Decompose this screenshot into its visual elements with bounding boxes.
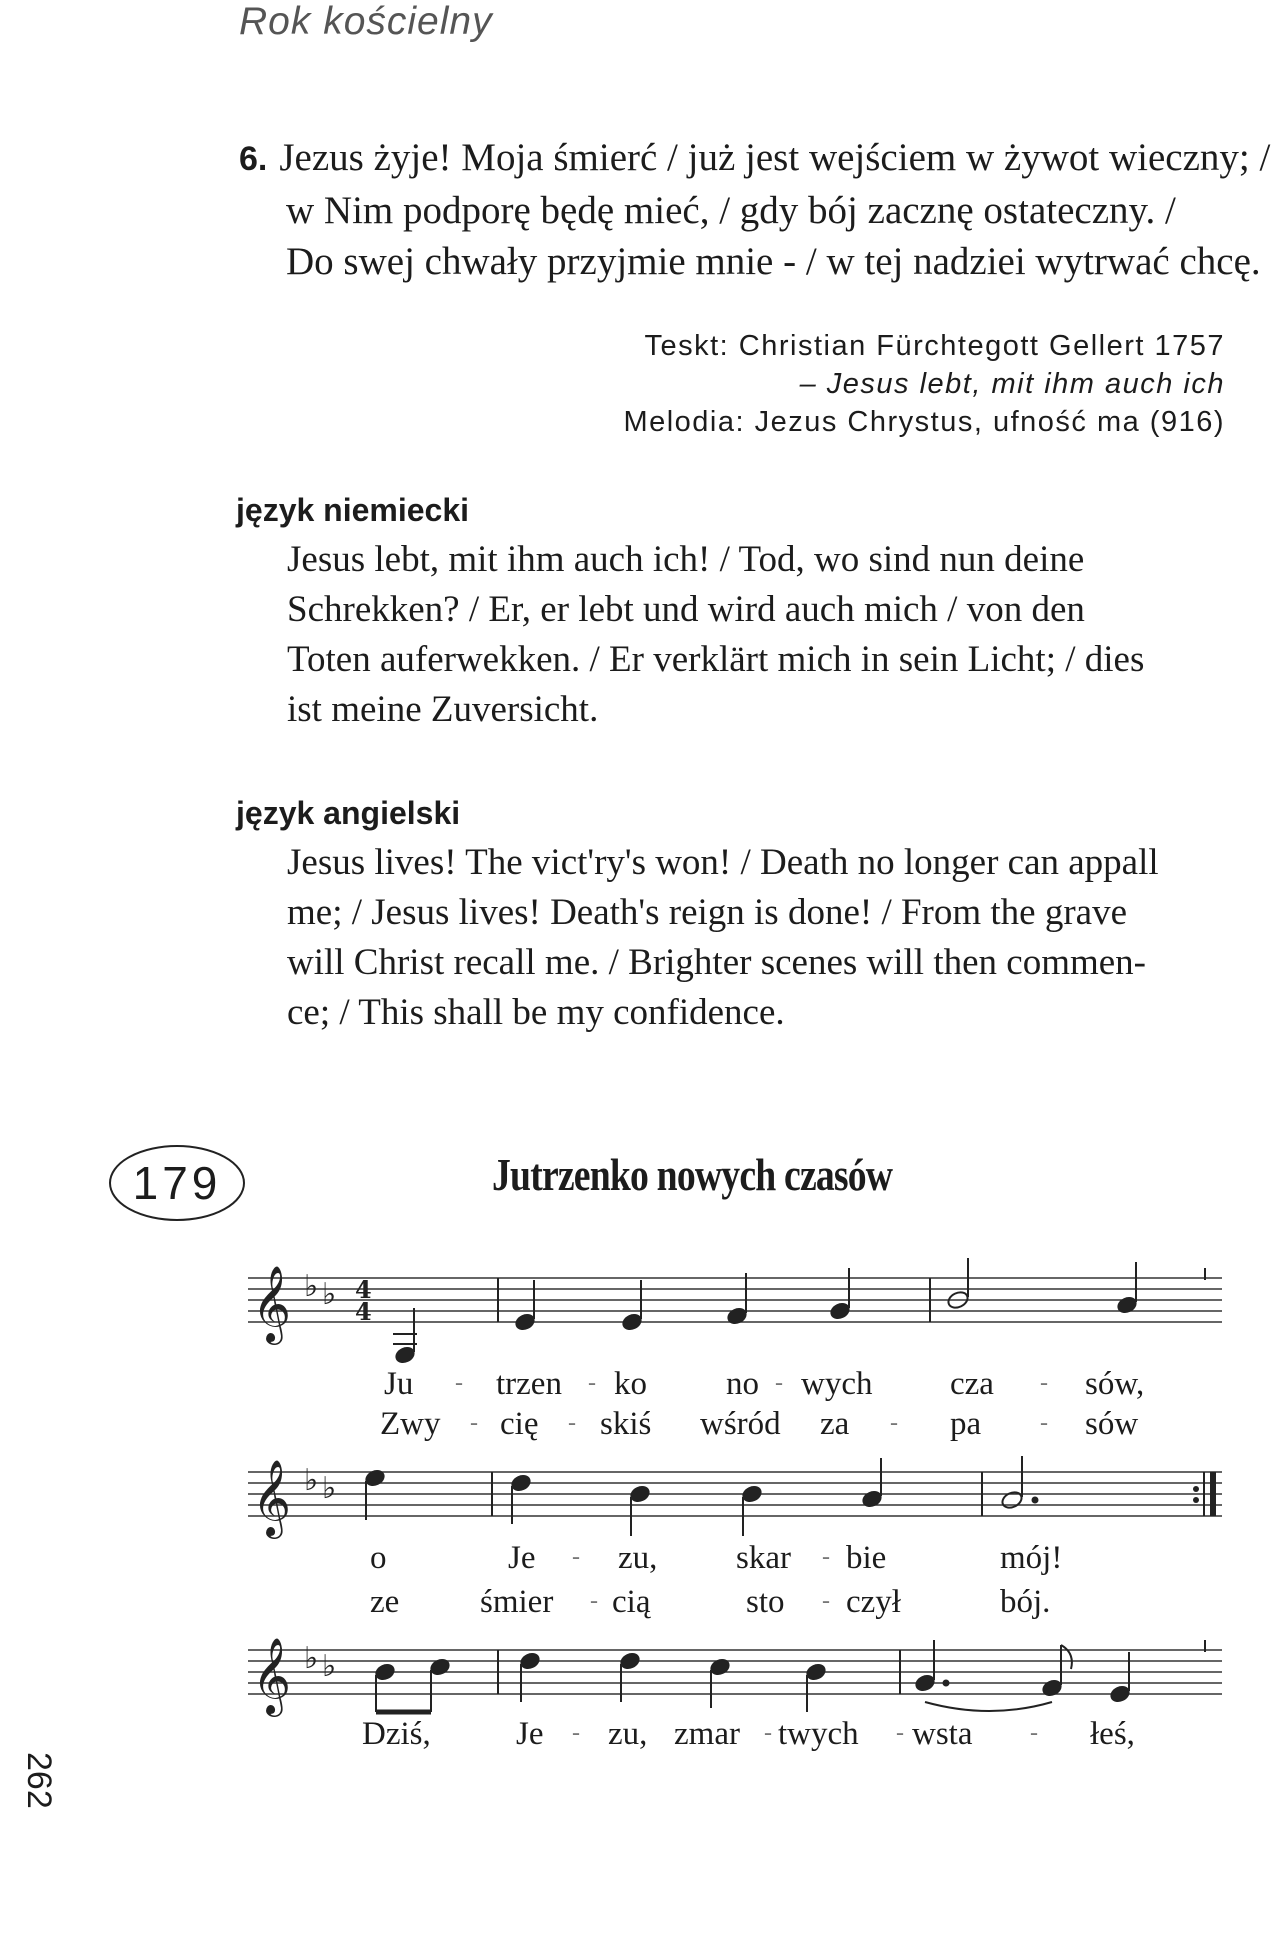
lyric-syllable: Dziś, bbox=[362, 1716, 431, 1752]
lyric-hyphen: - bbox=[590, 1588, 598, 1614]
text-credit: Teskt: Christian Fürchtegott Gellert 1757 bbox=[644, 330, 1225, 362]
flat-icon: ♭ bbox=[322, 1471, 337, 1506]
lyric-hyphen: - bbox=[1040, 1370, 1048, 1396]
lyric-syllable: łeś, bbox=[1090, 1716, 1135, 1752]
lyric-hyphen: - bbox=[568, 1410, 576, 1436]
page-number: 262 bbox=[20, 1752, 58, 1809]
english-text bbox=[287, 838, 1225, 1038]
lyric-syllable: cię bbox=[500, 1406, 539, 1442]
lyric-syllable: sto bbox=[746, 1584, 785, 1620]
running-header: Rok kościelny bbox=[239, 0, 493, 43]
hymn-title: Jutrzenko nowych czasów bbox=[492, 1149, 893, 1200]
lyric-syllable: Je bbox=[508, 1540, 536, 1576]
lyric-syllable: no bbox=[726, 1366, 759, 1402]
lyric-syllable: zu, bbox=[618, 1540, 658, 1576]
verse-6-line-1: 6. Jezus żyje! Moja śmierć / już jest wejściem w żywot wieczny; / bbox=[239, 136, 1271, 179]
lyric-syllable: bie bbox=[846, 1540, 887, 1576]
slur-icon bbox=[925, 1702, 1052, 1711]
lyric-hyphen: - bbox=[1030, 1720, 1038, 1746]
lyric-hyphen: - bbox=[572, 1720, 580, 1746]
lyric-syllable: za bbox=[820, 1406, 850, 1442]
verse-number: 6. bbox=[239, 140, 268, 178]
english-line: Jesus lives! The vict'ry's won! / Death no longer can appall bbox=[287, 842, 1159, 883]
original-title: – Jesus lebt, mit ihm auch ich bbox=[799, 368, 1225, 400]
hymn-number: 179 bbox=[132, 1157, 222, 1209]
german-line: Schrekken? / Er, er lebt und wird auch mich / von den bbox=[287, 589, 1085, 630]
time-signature-top: 4 bbox=[355, 1275, 372, 1304]
lyric-hyphen: - bbox=[764, 1720, 772, 1746]
lyric-syllable: ze bbox=[370, 1584, 400, 1620]
verse-6 bbox=[239, 132, 1271, 287]
german-line: Toten auferwekken. / Er verklärt mich in sein Licht; / dies bbox=[287, 639, 1145, 680]
lyric-hyphen: - bbox=[775, 1370, 783, 1396]
flat-icon: ♭ bbox=[322, 1649, 337, 1684]
english-line: me; / Jesus lives! Death's reign is done! / From the grave bbox=[287, 892, 1128, 933]
english-line: ce; / This shall be my confidence. bbox=[287, 992, 785, 1033]
lyric-syllable: twych bbox=[778, 1716, 859, 1752]
lyric-syllable: mój! bbox=[1000, 1540, 1063, 1576]
german-heading: język niemiecki bbox=[236, 492, 470, 528]
lyric-hyphen: - bbox=[470, 1410, 478, 1436]
lyric-syllable: sów, bbox=[1085, 1366, 1145, 1402]
lyric-hyphen: - bbox=[896, 1720, 904, 1746]
flat-icon: ♭ bbox=[304, 1269, 319, 1304]
flat-icon: ♭ bbox=[304, 1463, 319, 1498]
lyric-hyphen: - bbox=[572, 1544, 580, 1570]
german-line: ist meine Zuversicht. bbox=[287, 689, 599, 730]
lyric-syllable: trzen bbox=[496, 1366, 562, 1402]
lyric-syllable: zu, bbox=[608, 1716, 648, 1752]
lyric-hyphen: - bbox=[1040, 1410, 1048, 1436]
lyric-syllable: bój. bbox=[1000, 1584, 1051, 1620]
lyric-syllable: zmar bbox=[674, 1716, 740, 1752]
staff-system-2 bbox=[0, 1459, 1275, 1552]
lyric-syllable: Zwy bbox=[380, 1406, 441, 1442]
german-text bbox=[287, 535, 1225, 735]
melody-credit: Melodia: Jezus Chrystus, ufność ma (916) bbox=[623, 406, 1225, 438]
staff-system-1 bbox=[0, 1265, 1275, 1378]
lyric-syllable: cza bbox=[950, 1366, 994, 1402]
lyric-hyphen: - bbox=[822, 1588, 830, 1614]
lyric-syllable: sów bbox=[1085, 1406, 1139, 1442]
lyric-syllable: ko bbox=[614, 1366, 647, 1402]
treble-clef-icon: 𝄞 bbox=[252, 1459, 292, 1536]
flat-icon: ♭ bbox=[322, 1277, 337, 1312]
english-heading: język angielski bbox=[236, 795, 461, 831]
lyric-syllable: pa bbox=[950, 1406, 982, 1442]
lyric-hyphen: - bbox=[890, 1410, 898, 1436]
flat-icon: ♭ bbox=[304, 1641, 319, 1676]
hymn-credits bbox=[623, 327, 1225, 441]
lyric-hyphen: - bbox=[455, 1370, 463, 1396]
time-signature-bottom: 4 bbox=[355, 1297, 372, 1326]
german-line: Jesus lebt, mit ihm auch ich! / Tod, wo sind nun deine bbox=[287, 539, 1085, 580]
verse-6-line-3: Do swej chwały przyjmie mnie - / w tej nadziei wytrwać chcę. bbox=[286, 240, 1261, 283]
treble-clef-icon: 𝄞 bbox=[252, 1265, 292, 1342]
lyric-syllable: czył bbox=[846, 1584, 901, 1620]
lyric-syllable: śmier bbox=[480, 1584, 554, 1620]
lyric-syllable: cią bbox=[612, 1584, 651, 1620]
lyric-syllable: Ju bbox=[384, 1366, 414, 1402]
lyric-syllable: o bbox=[370, 1540, 387, 1576]
treble-clef-icon: 𝄞 bbox=[252, 1637, 292, 1714]
lyric-syllable: wsta bbox=[912, 1716, 973, 1752]
lyric-syllable: wśród bbox=[700, 1406, 781, 1442]
lyric-hyphen: - bbox=[822, 1544, 830, 1570]
lyric-syllable: wych bbox=[801, 1366, 873, 1402]
lyric-syllable: Je bbox=[516, 1716, 544, 1752]
english-line: will Christ recall me. / Brighter scenes will then commen- bbox=[287, 942, 1147, 983]
verse-6-line-2: w Nim podporę będę mieć, / gdy bój zacznę ostateczny. / bbox=[286, 189, 1176, 232]
lyric-syllable: skar bbox=[736, 1540, 791, 1576]
lyric-syllable: skiś bbox=[600, 1406, 652, 1442]
lyric-hyphen: - bbox=[588, 1370, 596, 1396]
hymn-number-badge bbox=[107, 1143, 247, 1223]
